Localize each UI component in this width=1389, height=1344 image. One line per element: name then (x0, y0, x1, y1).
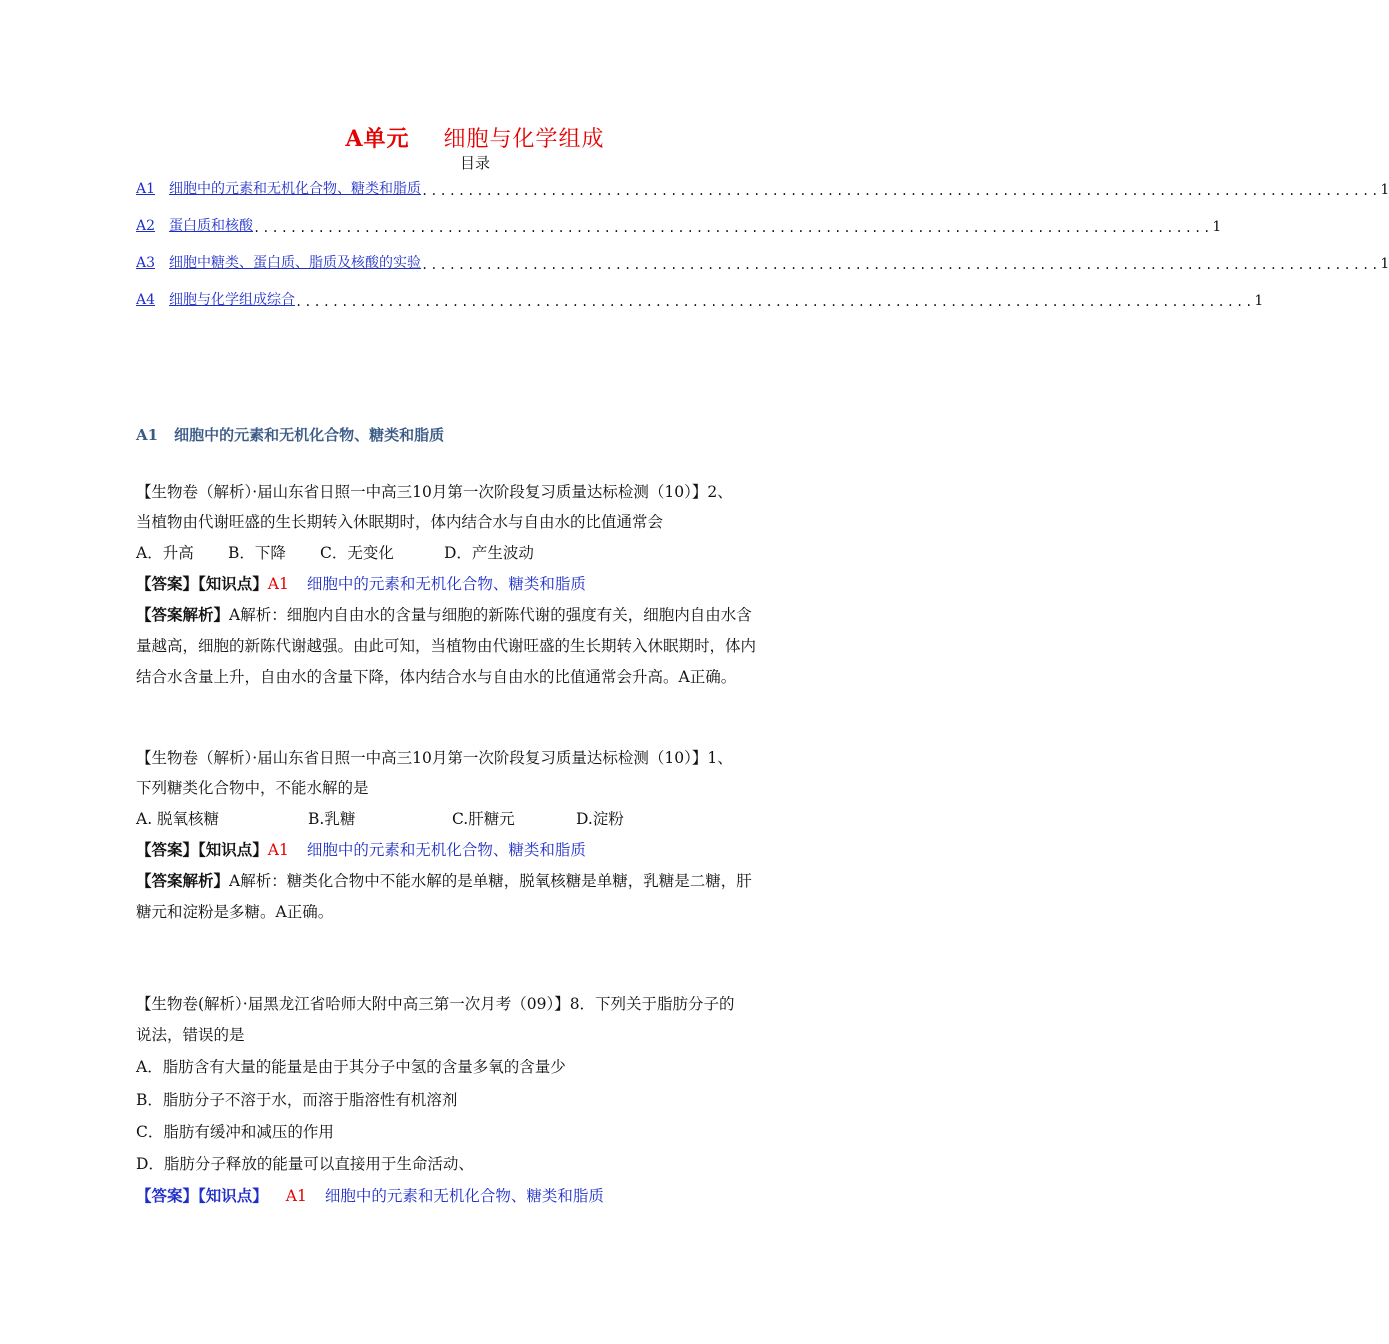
toc-entry-a3[interactable] (136, 250, 1389, 272)
knowledge-code: A1 (267, 841, 289, 859)
q3-source: 【生物卷(解析）·届黑龙江省哈师大附中高三第一次月考（09）】8．下列关于脂肪分子的 (136, 995, 735, 1013)
unit-title (0, 122, 950, 153)
q2-options (136, 808, 624, 830)
q2-option-c: C.肝糖元 (452, 810, 515, 828)
answer-label: 【答案】【知识点】 (136, 1186, 268, 1205)
toc-entry-a4[interactable] (136, 287, 1264, 309)
toc-link-a1[interactable]: A1 细胞中的元素和无机化合物、糖类和脂质 (136, 181, 422, 197)
q2-option-a: A. 脱氧核糖 (136, 810, 220, 828)
q1-source: 【生物卷（解析）·届山东省日照一中高三10月第一次阶段复习质量达标检测（10）】2、 (136, 483, 733, 501)
toc-entry-a2[interactable] (136, 213, 1222, 235)
q3-option-b: B．脂肪分子不溶于水，而溶于脂溶性有机溶剂 (136, 1091, 458, 1109)
toc-link-a4[interactable]: A4 细胞与化学组成综合 (136, 292, 296, 308)
q1-option-b: B．下降 (228, 544, 286, 562)
toc-page-number: 1 (1380, 182, 1389, 198)
q3-stem: 说法，错误的是 (136, 1026, 245, 1044)
q3-option-a: A．脂肪含有大量的能量是由于其分子中氢的含量多氧的含量少 (136, 1058, 566, 1076)
toc-leader: ........................................................................................................ (253, 221, 1213, 235)
toc-link-a3[interactable]: A3 细胞中糖类、蛋白质、脂质及核酸的实验 (136, 255, 422, 271)
analysis-label: 【答案解析】 (136, 605, 230, 624)
q1-options (136, 542, 534, 564)
toc-leader: ........................................................................................................ (421, 258, 1381, 272)
q1-stem: 当植物由代谢旺盛的生长期转入休眠期时，体内结合水与自由水的比值通常会 (136, 513, 664, 531)
knowledge-code: A1 (285, 1187, 307, 1205)
q3-option-d: D．脂肪分子释放的能量可以直接用于生命活动、 (136, 1155, 474, 1173)
q2-source: 【生物卷（解析）·届山东省日照一中高三10月第一次阶段复习质量达标检测（10）】1、 (136, 749, 733, 767)
unit-title-code: A单元 (345, 126, 410, 152)
knowledge-text: 细胞中的元素和无机化合物、糖类和脂质 (306, 841, 586, 859)
q3-answer (136, 1185, 604, 1207)
section-heading: A1 细胞中的元素和无机化合物、糖类和脂质 (136, 426, 445, 444)
q2-analysis-line: 糖元和淀粉是多糖。A正确。 (136, 903, 334, 921)
knowledge-code: A1 (267, 575, 289, 593)
knowledge-text: 细胞中的元素和无机化合物、糖类和脂质 (324, 1187, 604, 1205)
answer-label: 【答案】【知识点】 (136, 574, 268, 593)
q1-option-d: D．产生波动 (444, 544, 534, 562)
q1-option-a: A．升高 (136, 544, 194, 562)
knowledge-text: 细胞中的元素和无机化合物、糖类和脂质 (306, 575, 586, 593)
q3-option-c: C．脂肪有缓冲和减压的作用 (136, 1123, 334, 1141)
q2-stem: 下列糖类化合物中，不能水解的是 (136, 779, 369, 797)
q1-analysis-line: 【答案解析】A解析：细胞内自由水的含量与细胞的新陈代谢的强度有关，细胞内自由水含 (136, 605, 752, 624)
q1-analysis-line: 结合水含量上升，自由水的含量下降，体内结合水与自由水的比值通常会升高。A正确。 (136, 668, 737, 686)
q2-option-b: B.乳糖 (308, 810, 356, 828)
toc-entry-a1[interactable] (136, 176, 1389, 198)
toc-leader: ........................................................................................................ (421, 184, 1381, 198)
toc-link-a2[interactable]: A2 蛋白质和核酸 (136, 218, 254, 234)
toc-page-number: 1 (1380, 256, 1389, 272)
q2-answer (136, 839, 586, 861)
q2-option-d: D.淀粉 (576, 810, 624, 828)
toc-page-number: 1 (1254, 293, 1264, 309)
q1-answer (136, 573, 586, 595)
q1-option-c: C．无变化 (320, 544, 394, 562)
toc-page-number: 1 (1212, 219, 1222, 235)
toc-heading: 目录 (459, 154, 490, 172)
q1-analysis-line: 量越高，细胞的新陈代谢越强。由此可知，当植物由代谢旺盛的生长期转入休眠期时，体内 (136, 637, 757, 655)
analysis-label: 【答案解析】 (136, 871, 230, 890)
unit-title-name: 细胞与化学组成 (443, 127, 605, 152)
answer-label: 【答案】【知识点】 (136, 840, 268, 859)
toc-leader: ........................................................................................................ (295, 295, 1255, 309)
q2-analysis-line: 【答案解析】A解析：糖类化合物中不能水解的是单糖，脱氧核糖是单糖，乳糖是二糖，肝 (136, 871, 752, 890)
